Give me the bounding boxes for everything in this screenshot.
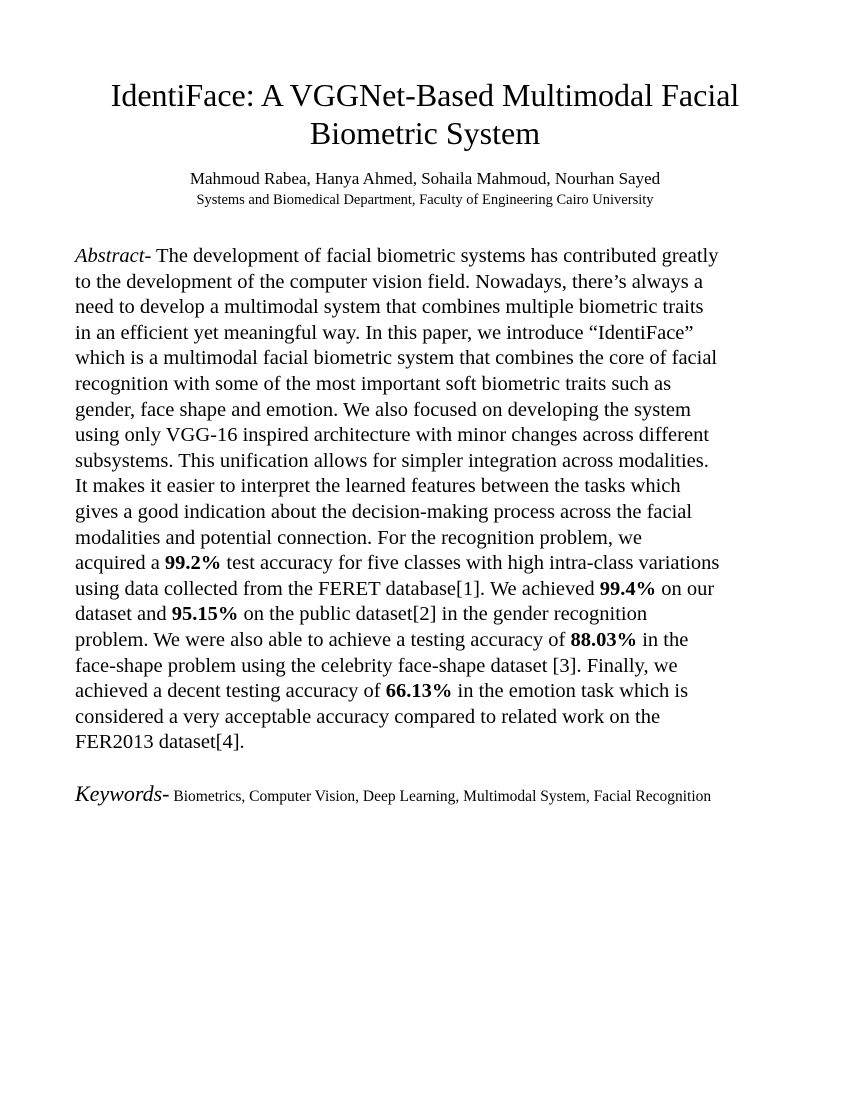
abstract-text: in the — [637, 628, 689, 651]
accuracy-highlight: 88.03% — [570, 628, 638, 651]
abstract-text: in the emotion task which is — [452, 680, 689, 703]
abstract-line — [75, 423, 785, 449]
abstract-line — [75, 295, 785, 321]
abstract-line — [75, 526, 785, 552]
keywords-label: Keywords- — [75, 781, 170, 806]
abstract-line — [75, 372, 785, 398]
abstract-line — [75, 628, 785, 654]
abstract-text: test accuracy for five classes with high intra-class variations — [221, 552, 720, 575]
abstract-line — [75, 346, 785, 372]
abstract-line — [75, 474, 785, 500]
abstract-line — [75, 270, 785, 296]
accuracy-highlight: 99.4% — [599, 577, 657, 600]
abstract-text: gender, face shape and emotion. We also focused on developing the system — [75, 398, 691, 421]
abstract-text: considered a very acceptable accuracy compared to related work on the — [75, 705, 661, 728]
affiliation: Systems and Biomedical Department, Faculty of Engineering Cairo University — [196, 192, 654, 208]
abstract-label: Abstract — [75, 245, 145, 267]
abstract-line — [75, 577, 785, 603]
accuracy-highlight: 99.2% — [164, 552, 222, 575]
abstract-line — [75, 321, 785, 347]
abstract-text: - The development of facial biometric systems has contributed greatly — [144, 245, 719, 267]
abstract-section — [75, 244, 785, 756]
abstract-text: using only VGG-16 inspired architecture with minor changes across different — [75, 424, 710, 447]
accuracy-highlight: 66.13% — [385, 680, 453, 703]
abstract-text: FER2013 dataset[4]. — [75, 731, 245, 754]
accuracy-highlight: 95.15% — [171, 603, 239, 626]
paper-title-line-2: Biometric System — [309, 115, 541, 151]
keywords-list: Biometrics, Computer Vision, Deep Learning, Multimodal System, Facial Recognition — [169, 788, 712, 805]
paper-title-line-1: IdentiFace: A VGGNet-Based Multimodal Facial — [110, 77, 740, 113]
abstract-line — [75, 398, 785, 424]
abstract-text: acquired a — [75, 552, 165, 575]
abstract-line — [75, 705, 785, 731]
abstract-text: gives a good indication about the decision-making process across the facial — [75, 500, 693, 523]
abstract-text: to the development of the computer vision field. Nowadays, there’s always a — [75, 270, 703, 293]
abstract-text: on the public dataset[2] in the gender recognition — [238, 603, 648, 626]
keywords-section — [75, 781, 795, 807]
abstract-text: recognition with some of the most important soft biometric traits such as — [75, 372, 672, 395]
abstract-text: need to develop a multimodal system that combines multiple biometric traits — [75, 296, 704, 319]
paper-title — [0, 76, 850, 152]
abstract-text: problem. We were also able to achieve a testing accuracy of — [75, 628, 571, 651]
abstract-text: in an efficient yet meaningful way. In this paper, we introduce “IdentiFace” — [75, 321, 694, 344]
abstract-text: face-shape problem using the celebrity face-shape dataset [3]. Finally, we — [75, 654, 678, 677]
abstract-text: subsystems. This unification allows for simpler integration across modalities. — [75, 449, 709, 472]
abstract-text: dataset and — [75, 603, 172, 626]
abstract-line — [75, 602, 785, 628]
abstract-text: It makes it easier to interpret the learned features between the tasks which — [75, 475, 681, 498]
abstract-text: which is a multimodal facial biometric system that combines the core of facial — [75, 347, 718, 370]
abstract-text: achieved a decent testing accuracy of — [75, 680, 386, 703]
abstract-line — [75, 679, 785, 705]
abstract-line — [75, 551, 785, 577]
abstract-line — [75, 449, 785, 475]
abstract-line — [75, 654, 785, 680]
author-list: Mahmoud Rabea, Hanya Ahmed, Sohaila Mahmoud, Nourhan Sayed — [189, 169, 661, 188]
abstract-text: on our — [656, 577, 715, 600]
abstract-text: using data collected from the FERET database[1]. We achieved — [75, 577, 600, 600]
abstract-text: modalities and potential connection. For the recognition problem, we — [75, 526, 643, 549]
abstract-line — [75, 730, 785, 756]
abstract-line — [75, 500, 785, 526]
abstract-line — [75, 244, 785, 270]
